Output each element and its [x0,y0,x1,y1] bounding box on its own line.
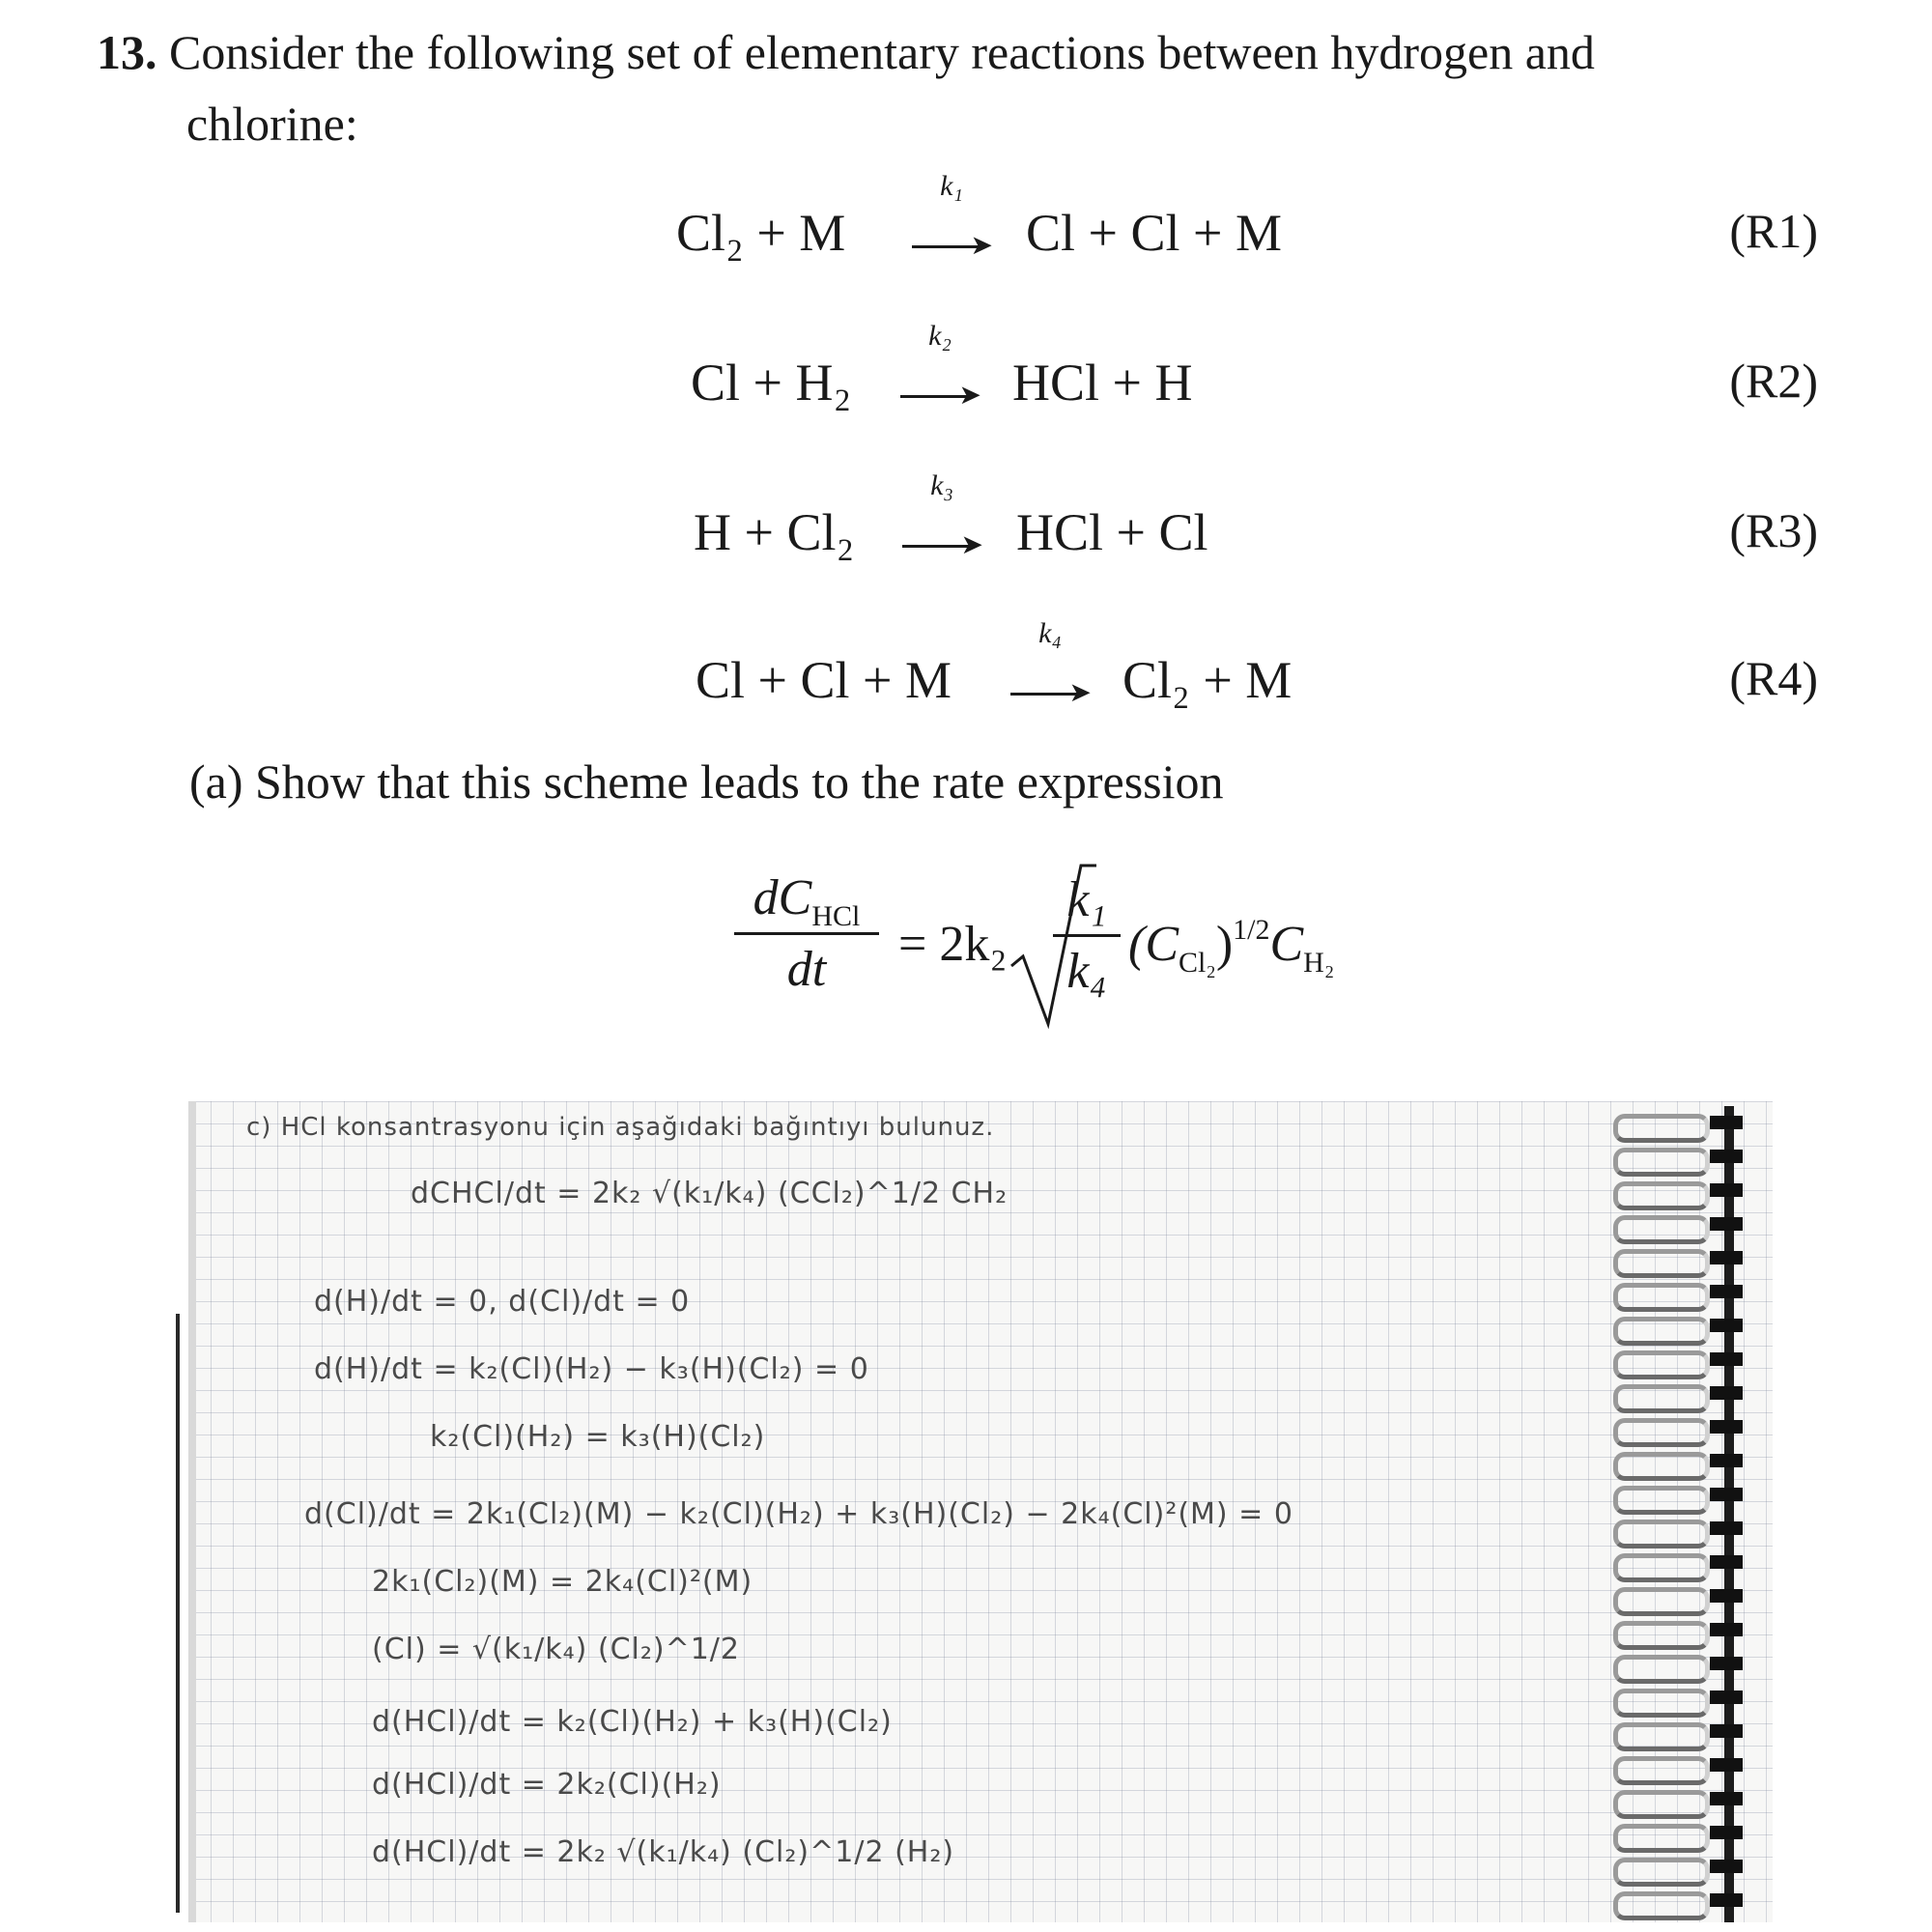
problem-intro [97,21,1595,83]
lhs-fraction [734,869,879,998]
notebook-line: d(HCl)/dt = 2k₂ √(k₁/k₄) (Cl₂)^1/2 (H₂) [372,1835,955,1869]
tail-conc: (C [1128,917,1179,972]
rate-expression [715,860,1391,1034]
problem-intro-line1: Consider the following set of elementary reactions between hydrogen and [169,25,1595,79]
root-numerator: k₁ [1066,872,1107,927]
reaction-tag: (R2) [1729,354,1818,408]
notebook-line: c) HCl konsantrasyonu için aşağıdaki bağıntıyı bulunuz. [246,1113,995,1142]
lhs-numerator: dC [753,870,812,925]
tail-exponent: 1/2 [1233,914,1270,946]
notebook-line: k₂(Cl)(H₂) = k₃(H)(Cl₂) [430,1420,766,1454]
notebook-line: d(HCl)/dt = 2k₂(Cl)(H₂) [372,1768,722,1802]
reaction-arrow: k₄ ➤ [1007,650,1094,727]
reaction-r3 [0,469,1932,580]
reaction-tag: (R4) [1729,651,1818,705]
reaction-tag: (R1) [1729,204,1818,258]
reaction-r4 [0,617,1932,727]
reaction-rhs: HCl + H [1012,354,1193,412]
reaction-rhs: Cl + Cl + M [1026,204,1282,262]
reaction-tag: (R3) [1729,503,1818,557]
notebook-line: (Cl) = √(k₁/k₄) (Cl₂)^1/2 [372,1633,741,1666]
notebook-line: d(Cl)/dt = 2k₁(Cl₂)(M) − k₂(Cl)(H₂) + k₃(H)(Cl₂) − 2k₄(Cl)²(M) = 0 [304,1497,1293,1531]
notebook-line: d(H)/dt = 0, d(Cl)/dt = 0 [314,1285,691,1319]
reaction-arrow: k₂ ➤ [896,353,983,430]
spiral-binding [1604,1106,1753,1922]
root-fraction [1053,871,1121,1000]
reaction-lhs: Cl + Cl + M [696,651,952,709]
notebook-photo [188,1101,1773,1922]
tail-conc-sub: Cl₂ [1179,947,1216,979]
rhs-coefficient: = 2k₂ [898,917,1008,972]
reaction-lhs: H + Cl₂ [694,503,855,561]
reaction-r2 [0,320,1932,430]
rate-constant: k₂ [928,320,952,352]
tail-paren-close: ) [1215,917,1234,972]
reaction-arrow: k₁ ➤ [908,203,995,280]
reaction-lhs: Cl + H₂ [691,354,852,412]
reaction-rhs: HCl + Cl [1016,503,1208,561]
rate-constant: k₁ [940,170,963,202]
part-a-prompt: (a) Show that this scheme leads to the rate expression [189,754,1224,809]
notebook-line: d(H)/dt = k₂(Cl)(H₂) − k₃(H)(Cl₂) = 0 [314,1352,869,1386]
reaction-rhs: Cl₂ + M [1122,651,1293,709]
rate-constant: k₄ [1038,617,1062,649]
problem-intro-line2: chlorine: [186,97,358,151]
root-denominator: k₄ [1066,944,1107,999]
rhs-tail [1128,914,1335,979]
notebook-line: d(HCl)/dt = k₂(Cl)(H₂) + k₃(H)(Cl₂) [372,1705,893,1739]
problem-number: 13. [97,25,157,79]
lhs-denominator: dt [786,942,827,997]
lhs-numerator-sub: HCl [811,900,861,932]
notebook-line: dCHCl/dt = 2k₂ √(k₁/k₄) (CCl₂)^1/2 CH₂ [411,1177,1009,1210]
photo-edge [176,1314,180,1913]
last-conc-sub: H₂ [1303,947,1335,979]
rate-constant: k₃ [930,469,953,501]
notebook-line: 2k₁(Cl₂)(M) = 2k₄(Cl)²(M) [372,1565,753,1599]
reaction-arrow: k₃ ➤ [898,502,985,580]
reaction-r1 [0,170,1932,280]
last-conc: C [1269,917,1304,972]
reaction-lhs: Cl₂ + M [676,204,846,262]
